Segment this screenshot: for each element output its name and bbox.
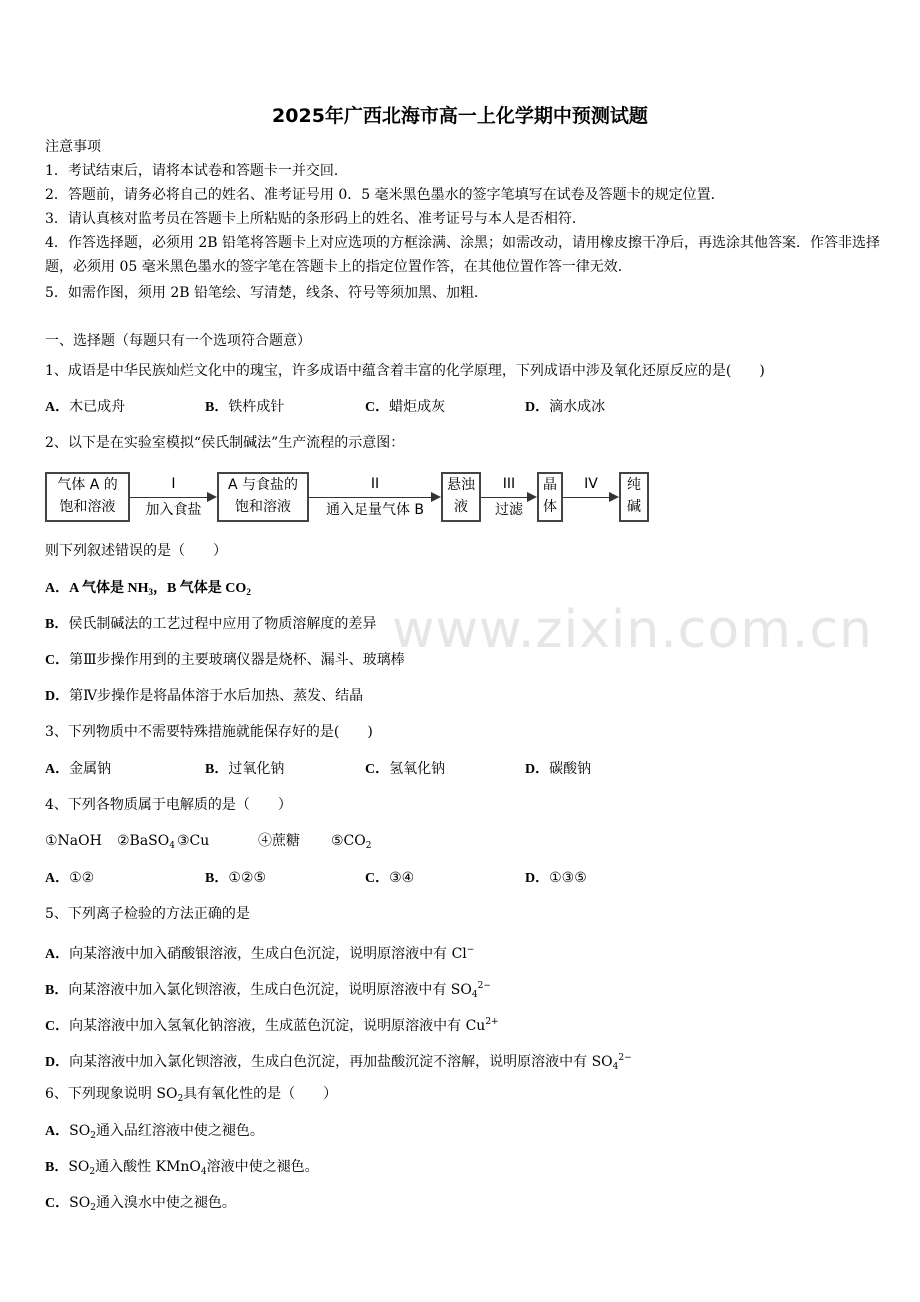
option-d: D．①③⑤	[525, 870, 587, 886]
question-4-stem: 4、下列各物质属于电解质的是（ ）	[45, 797, 292, 813]
notice-item: 4．作答选择题，必须用 2B 铅笔将答题卡上对应选项的方框涂满、涂黑；如需改动，请用橡皮擦干净后，再选涂其他答案．作答非选择题，必须用 05 毫米黑色墨水的签字笔在答题卡上的指定位置作答，在其他位置作答一律无效．	[45, 235, 880, 275]
item-4: ④蔗糖	[258, 833, 300, 849]
option-c: C．向某溶液中加入氢氧化钠溶液，生成蓝色沉淀，说明原溶液中有 $Cu^{2+}$	[45, 1017, 499, 1034]
question-2-prompt: 则下列叙述错误的是（ ）	[45, 543, 227, 559]
option-d: D．第Ⅳ步操作是将晶体溶于水后加热、蒸发、结晶	[45, 688, 364, 704]
option-c: C．$SO_2$通入溴水中使之褪色。	[45, 1195, 236, 1213]
question-3-stem: 3、下列物质中不需要特殊措施就能保存好的是( )	[45, 724, 373, 740]
question-2-stem: 2、以下是在实验室模拟“侯氏制碱法”生产流程的示意图：	[45, 435, 405, 451]
option-a: A．向某溶液中加入硝酸银溶液，生成白色沉淀，说明原溶液中有 Cl−	[45, 945, 475, 962]
step-label: 加入食盐	[145, 502, 202, 518]
flow-box-salt-solution: A 与食盐的 饱和溶液	[217, 472, 309, 522]
item-1: ①NaOH	[45, 833, 102, 849]
option-b: B．①②⑤	[205, 870, 266, 886]
flow-box-suspension: 悬浊 液	[441, 472, 481, 522]
option-d: D．碳酸钠	[525, 761, 592, 777]
flow-step-4-arrow	[563, 472, 619, 522]
question-4-items	[45, 832, 880, 850]
option-c: C．蜡炬成灰	[365, 399, 446, 415]
option-a: A．$SO_2$通入品红溶液中使之褪色。	[45, 1123, 264, 1141]
option-a: A．金属钠	[45, 761, 112, 777]
option-d: D．滴水成冰	[525, 399, 606, 415]
option-b: B．铁杵成针	[205, 399, 285, 415]
step-number: I	[171, 476, 176, 492]
option-c: C．第Ⅲ步操作用到的主要玻璃仪器是烧杯、漏斗、玻璃棒	[45, 652, 405, 668]
process-flow-diagram	[45, 472, 655, 526]
flow-box-crystal: 晶 体	[537, 472, 563, 522]
option-b: B．$SO_2$通入酸性 KMnO$_4$溶液中使之褪色。	[45, 1159, 319, 1177]
flow-step-2-arrow	[309, 472, 441, 522]
step-label: 过滤	[495, 502, 523, 518]
step-number: III	[502, 476, 516, 492]
option-c: C．氢氧化钠	[365, 761, 446, 777]
flow-box-soda-ash: 纯 碱	[619, 472, 649, 522]
question-5-stem: 5、下列离子检验的方法正确的是	[45, 906, 250, 922]
step-number: II	[370, 476, 380, 492]
notice-item: 5．如需作图，须用 2B 铅笔绘、写清楚，线条、符号等须加黑、加粗．	[45, 285, 489, 301]
item-3: ③Cu	[177, 833, 210, 849]
watermark: www.zixin.com.cn	[392, 600, 873, 660]
option-a: A．①②	[45, 870, 95, 886]
notice-heading: 注意事项	[45, 139, 101, 155]
section-title: 一、选择题（每题只有一个选项符合题意）	[45, 333, 311, 349]
question-1-options	[45, 398, 880, 416]
option-a: A．木已成舟	[45, 399, 126, 415]
step-number: IV	[584, 476, 598, 492]
question-1-stem: 1、成语是中华民族灿烂文化中的瑰宝，许多成语中蕴含着丰富的化学原理，下列成语中涉及氧化还原反应的是( )	[45, 363, 765, 379]
notice-item: 3．请认真核对监考员在答题卡上所粘贴的条形码上的姓名、准考证号与本人是否相符．	[45, 211, 586, 227]
option-a: A．A 气体是 $NH_3$，B 气体是 $CO_2$	[45, 581, 251, 597]
step-label: 通入足量气体 B	[325, 502, 425, 518]
option-b: B．过氧化钠	[205, 761, 285, 777]
question-4-options	[45, 869, 880, 887]
option-b: B．侯氏制碱法的工艺过程中应用了物质溶解度的差异	[45, 616, 377, 632]
item-2: ②BaSO$_4$	[117, 833, 175, 851]
option-c: C．③④	[365, 870, 415, 886]
flow-step-1-arrow	[130, 472, 217, 522]
question-6-stem: 6、下列现象说明 $SO_2$具有氧化性的是（ ）	[45, 1086, 338, 1104]
option-d: D．向某溶液中加入氯化钡溶液，生成白色沉淀，再加盐酸沉淀不溶解，说明原溶液中有 $SO_4^{2-}$	[45, 1053, 632, 1072]
item-5: $⑤CO_2$	[331, 833, 372, 851]
notice-item: 2．答题前，请务必将自己的姓名、准考证号用 0．5 毫米黑色墨水的签字笔填写在试卷及答题卡的规定位置．	[45, 187, 725, 203]
question-3-options	[45, 760, 880, 778]
option-b: B．向某溶液中加入氯化钡溶液，生成白色沉淀，说明原溶液中有 $SO_4^{2-}$	[45, 981, 491, 1000]
page-title: 2025年广西北海市高一上化学期中预测试题	[272, 105, 648, 127]
flow-box-gas-a-solution: 气体 A 的 饱和溶液	[45, 472, 130, 522]
notice-item: 1．考试结束后，请将本试卷和答题卡一并交回．	[45, 163, 348, 179]
flow-step-3-arrow	[481, 472, 537, 522]
